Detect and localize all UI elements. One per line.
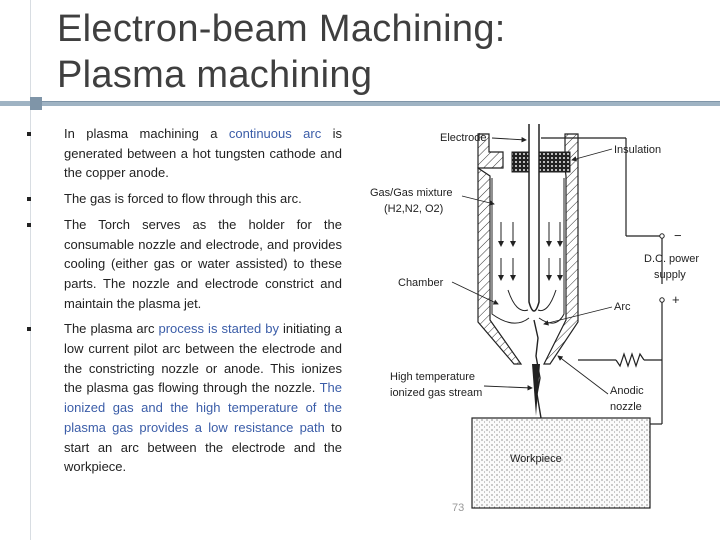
bullet-icon — [27, 197, 31, 201]
title-line-1: Electron-beam Machining: — [57, 8, 506, 50]
workpiece-label: Workpiece — [510, 453, 562, 465]
bullet-text: initiating a low current pilot arc between the electrode and the constricting nozzle or anode. This ionizes the plasma gas flowing through the nozzle. — [64, 321, 343, 396]
bullet-text: The plasma arc — [64, 321, 159, 337]
highlight-text: process is started by — [158, 321, 279, 337]
title-rule-left — [0, 101, 30, 106]
ionized-gas-label: ionized gas stream — [390, 387, 483, 399]
bullet-list — [24, 124, 342, 483]
dc-supply-label: supply — [654, 269, 686, 281]
gas-mixture-label: Gas/Gas mixture — [370, 187, 453, 199]
bullet-text: is generated between a hot tungsten cathode and the copper anode. — [64, 126, 342, 181]
plasma-torch-diagram — [366, 124, 710, 516]
bullet-icon — [27, 327, 31, 331]
electrode-label: Electrode — [440, 132, 487, 144]
diagram-svg — [366, 124, 710, 516]
nozzle-label: nozzle — [610, 401, 642, 413]
electrode — [529, 124, 539, 311]
slide-title — [57, 6, 707, 98]
bullet-item — [24, 189, 342, 209]
plus-sign: + — [672, 292, 680, 307]
bullet-item — [24, 319, 342, 477]
arc-label: Arc — [614, 301, 631, 313]
title-rule-edge — [42, 101, 720, 102]
highlight-text: continuous arc — [228, 126, 322, 141]
bullet-text: The Torch serves as the holder for the consumable nozzle and electrode, and provides cooling (either gas or water assisted) to these parts. The nozzle and electrode constrict and maintain the plasma jet. — [64, 216, 342, 311]
anodic-label: Anodic — [610, 385, 644, 397]
terminal-positive — [660, 298, 664, 302]
gas-formula-label: (H2,N2, O2) — [384, 203, 444, 215]
terminal-negative — [660, 234, 664, 238]
bullet-text: The gas is forced to flow through this arc. — [64, 191, 302, 207]
minus-sign: − — [674, 228, 682, 243]
chamber-label: Chamber — [398, 277, 444, 289]
dc-power-label: D.C. power — [644, 253, 700, 265]
page-number: 73 — [452, 502, 465, 514]
title-line-2: Plasma machining — [57, 54, 373, 96]
bullet-item — [24, 215, 342, 314]
bullet-icon — [27, 223, 31, 227]
insulation-label: Insulation — [614, 144, 662, 156]
bullet-text: to start an arc between the electrode and the workpiece. — [64, 419, 342, 475]
highlight-text: The ionized gas and the high temperature of the plasma gas provides a low resistance path — [64, 380, 342, 435]
insulation-block — [512, 152, 570, 172]
bullet-text: In plasma machining a — [64, 126, 229, 141]
bullet-icon — [27, 132, 31, 136]
high-temp-label: High temperature — [390, 371, 475, 383]
title-rule-marker — [30, 97, 42, 110]
bullet-item — [24, 124, 342, 183]
